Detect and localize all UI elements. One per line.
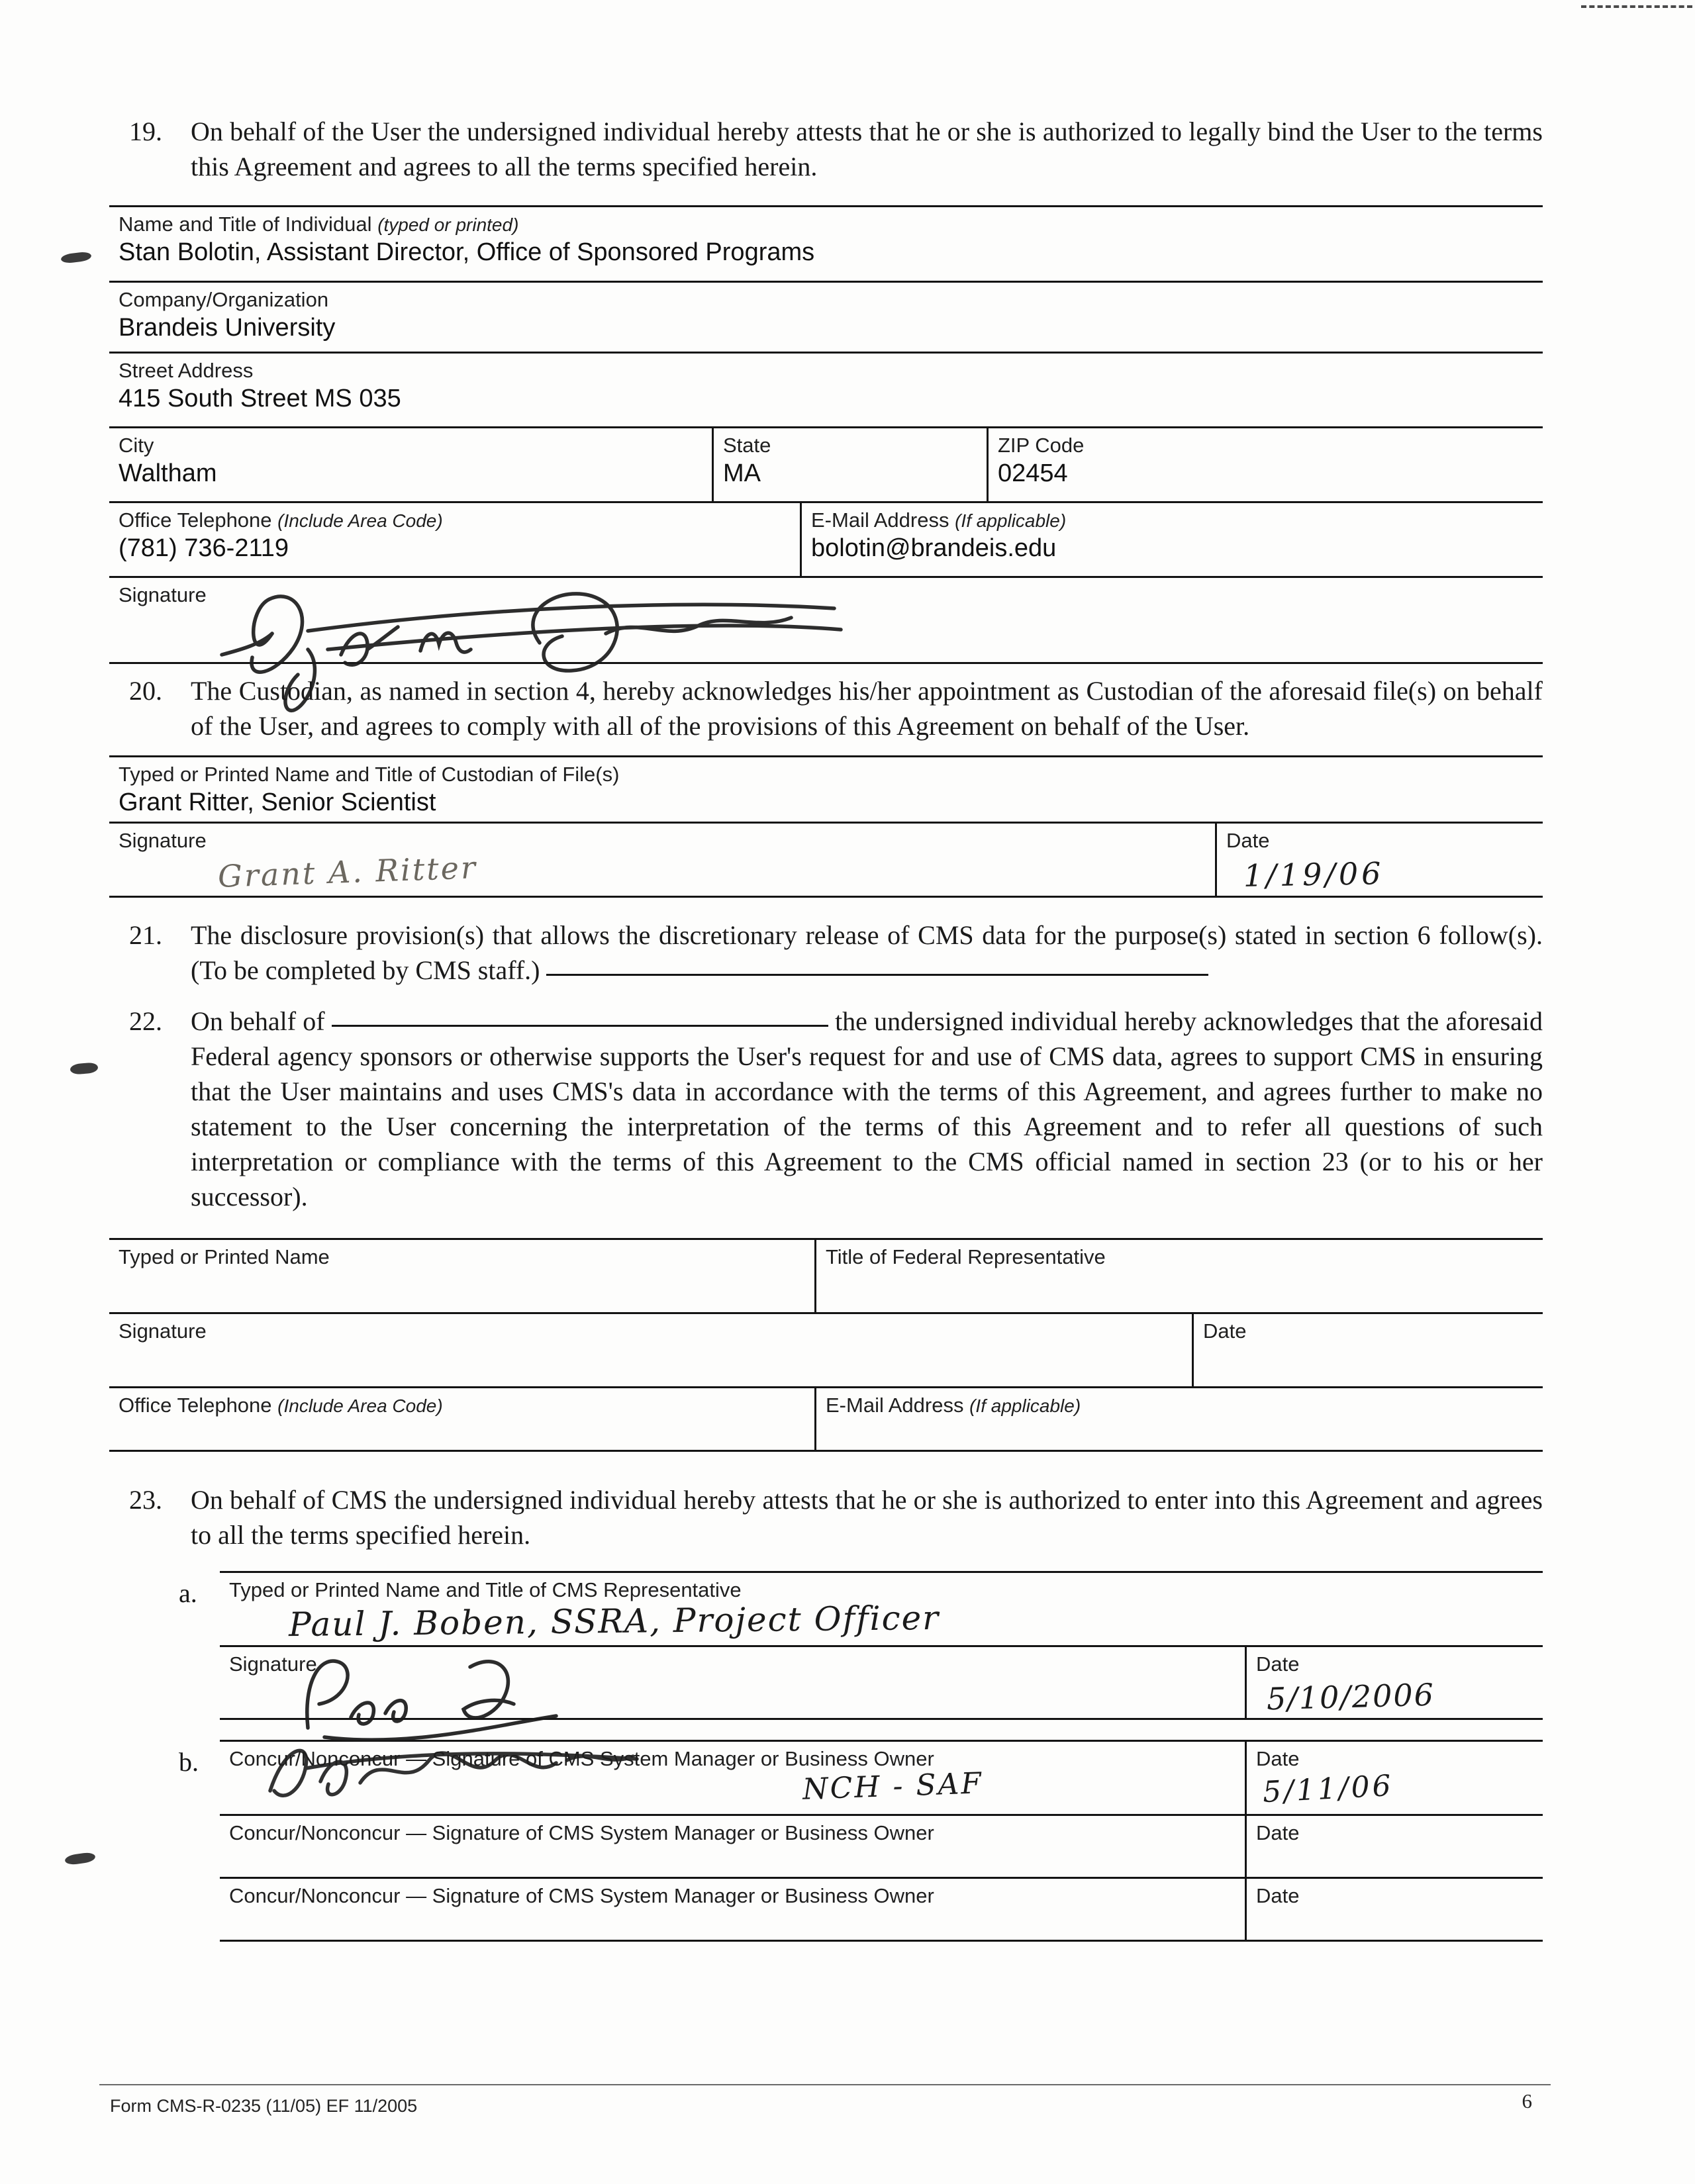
state-label: State [723,434,771,457]
item-21-number: 21. [129,920,162,950]
scan-artifact-mark [70,1062,98,1075]
concur-block [220,1740,1543,1942]
user-signer-block [109,205,1543,664]
fedrep-date-label: Date [1203,1319,1247,1343]
item-23-paragraph [109,1482,1543,1552]
email-value: bolotin@brandeis.edu [811,534,1057,562]
item-23b-letter: b. [179,1747,199,1777]
company-label: Company/Organization [119,288,329,311]
row-fedrep-phone-email [109,1388,1543,1452]
custodian-date-handwriting: 1/19/06 [1243,855,1384,894]
item-22-text [191,1004,1543,1214]
row-concur-2 [220,1816,1543,1879]
concur-label-2: Concur/Nonconcur — Signature of CMS System Manager or Business Owner [229,1821,934,1844]
cms-representative-block [220,1571,1543,1720]
item-22-number: 22. [129,1006,162,1036]
concur-date-label-3: Date [1256,1884,1300,1907]
zip-value: 02454 [998,459,1068,487]
concur-date-label-1: Date [1256,1747,1300,1770]
item-22-text-after-blank: the undersigned individual hereby acknowledges that the aforesaid Federal agency sponsors or otherwise supports the User's request for and use of CMS data, agrees to support CMS in ensuring that the User maintains and uses CMS's data in accordance with the terms of this Agreement, and agrees further to make no statement to the User concerning the interpretation of the terms of this Agreement and to refer all questions of such interpretation or compliance with the terms of this Agreement to the CMS official named in section 23 (or to his or her successor). [191,1006,1543,1211]
row-concur-1 [220,1742,1543,1816]
row-name-title [109,207,1543,283]
section-23b [179,1740,1543,1942]
concur-label-1: Concur/Nonconcur — Signature of CMS System Manager or Business Owner [229,1747,934,1770]
scan-artifact-mark [64,1852,96,1866]
federal-representative-block [109,1238,1543,1452]
email-label [811,508,1536,532]
item-21-text [191,918,1543,988]
system-manager-annotation-handwriting: NCH - SAF [802,1766,984,1807]
phone-label [119,508,793,532]
custodian-signature-handwriting: Grant A. Ritter [217,849,478,894]
custodian-value: Grant Ritter, Senior Scientist [119,788,436,816]
scan-artifact-dashed-line [1581,5,1692,8]
fill-in-blank-line [332,1025,828,1027]
city-value: Waltham [119,459,217,487]
row-custodian-name [109,757,1543,824]
item-19-number: 19. [129,117,162,146]
company-value: Brandeis University [119,314,336,342]
state-value: MA [723,459,761,487]
email-label-text: E-Mail Address [811,508,949,532]
item-23-text: On behalf of CMS the undersigned individual hereby attests that he or she is authorized to enter into this Agreement and agrees to all the terms specified herein. [191,1485,1543,1550]
name-title-note: (typed or printed) [377,214,519,235]
fill-in-blank-line [546,974,1208,976]
concur-date-handwriting: 5/11/06 [1261,1768,1394,1810]
item-22-paragraph [109,1004,1543,1214]
cms-rep-label: Typed or Printed Name and Title of CMS Representative [229,1578,742,1601]
row-phone-email [109,503,1543,578]
row-company [109,283,1543,354]
page-footer [99,2084,1551,2116]
cms-rep-handwriting: Paul J. Boben, SSRA, Project Officer [288,1598,940,1644]
fedrep-signature-label: Signature [119,1319,207,1343]
name-title-label-text: Name and Title of Individual [119,213,372,236]
fedrep-phone-label-text: Office Telephone [119,1394,272,1417]
name-title-value: Stan Bolotin, Assistant Director, Office of Sponsored Programs [119,238,815,266]
fedrep-phone-label [119,1394,808,1417]
cms-rep-date-handwriting: 5/10/2006 [1266,1676,1435,1717]
cms-rep-date-label: Date [1256,1652,1300,1676]
fedrep-title-label: Title of Federal Representative [826,1245,1106,1268]
fedrep-email-label [826,1394,1536,1417]
row-fedrep-name-title [109,1240,1543,1314]
item-19-paragraph [109,114,1543,184]
street-value: 415 South Street MS 035 [119,385,401,412]
user-signature-label: Signature [119,583,207,606]
phone-note: (Include Area Code) [277,510,443,531]
street-label: Street Address [119,359,254,382]
form-number: Form CMS-R-0235 (11/05) EF 11/2005 [110,2096,418,2116]
page-number: 6 [1522,2089,1532,2113]
custodian-block [109,755,1543,898]
row-cms-rep-name [220,1573,1543,1647]
item-21-paragraph [109,918,1543,988]
item-19-text: On behalf of the User the undersigned individual hereby attests that he or she is authorized to legally bind the User to the terms this Agreement and agrees to all the terms specified herein. [191,117,1543,181]
fedrep-phone-note: (Include Area Code) [277,1396,443,1416]
row-street [109,354,1543,428]
row-concur-3 [220,1879,1543,1942]
section-23a [179,1571,1543,1720]
custodian-date-label: Date [1226,829,1270,852]
fedrep-name-label: Typed or Printed Name [119,1245,330,1268]
item-22-text-before-blank: On behalf of [191,1006,325,1036]
concur-date-label-2: Date [1256,1821,1300,1844]
phone-value: (781) 736-2119 [119,534,289,562]
custodian-signature-label: Signature [119,829,207,852]
item-21-text-body: The disclosure provision(s) that allows the discretionary release of CMS data for the purpose(s) stated in section 6 follow(s). (To be completed by CMS staff.) [191,920,1543,985]
row-custodian-signature [109,824,1543,898]
email-note: (If applicable) [955,510,1067,531]
item-20-number: 20. [129,676,162,706]
row-city-state-zip [109,428,1543,503]
row-fedrep-signature [109,1314,1543,1388]
phone-label-text: Office Telephone [119,508,272,532]
item-23a-letter: a. [179,1578,197,1608]
form-content [109,0,1543,1942]
scan-artifact-mark [60,251,91,264]
item-20-text: The Custodian, as named in section 4, hereby acknowledges his/her appointment as Custodian of the aforesaid file(s) on behalf of the User, and agrees to comply with all of the provisions of this Agreement on behalf of the User. [191,676,1543,741]
row-user-signature [109,578,1543,664]
city-label: City [119,434,154,457]
fedrep-email-label-text: E-Mail Address [826,1394,964,1417]
item-20-paragraph [109,673,1543,743]
cms-rep-signature-label: Signature [229,1652,317,1676]
name-title-label [119,213,1536,236]
custodian-label: Typed or Printed Name and Title of Custodian of File(s) [119,763,620,786]
zip-label: ZIP Code [998,434,1085,457]
concur-label-3: Concur/Nonconcur — Signature of CMS System Manager or Business Owner [229,1884,934,1907]
row-cms-rep-signature [220,1647,1543,1720]
fedrep-email-note: (If applicable) [969,1396,1081,1416]
item-23-number: 23. [129,1485,162,1515]
